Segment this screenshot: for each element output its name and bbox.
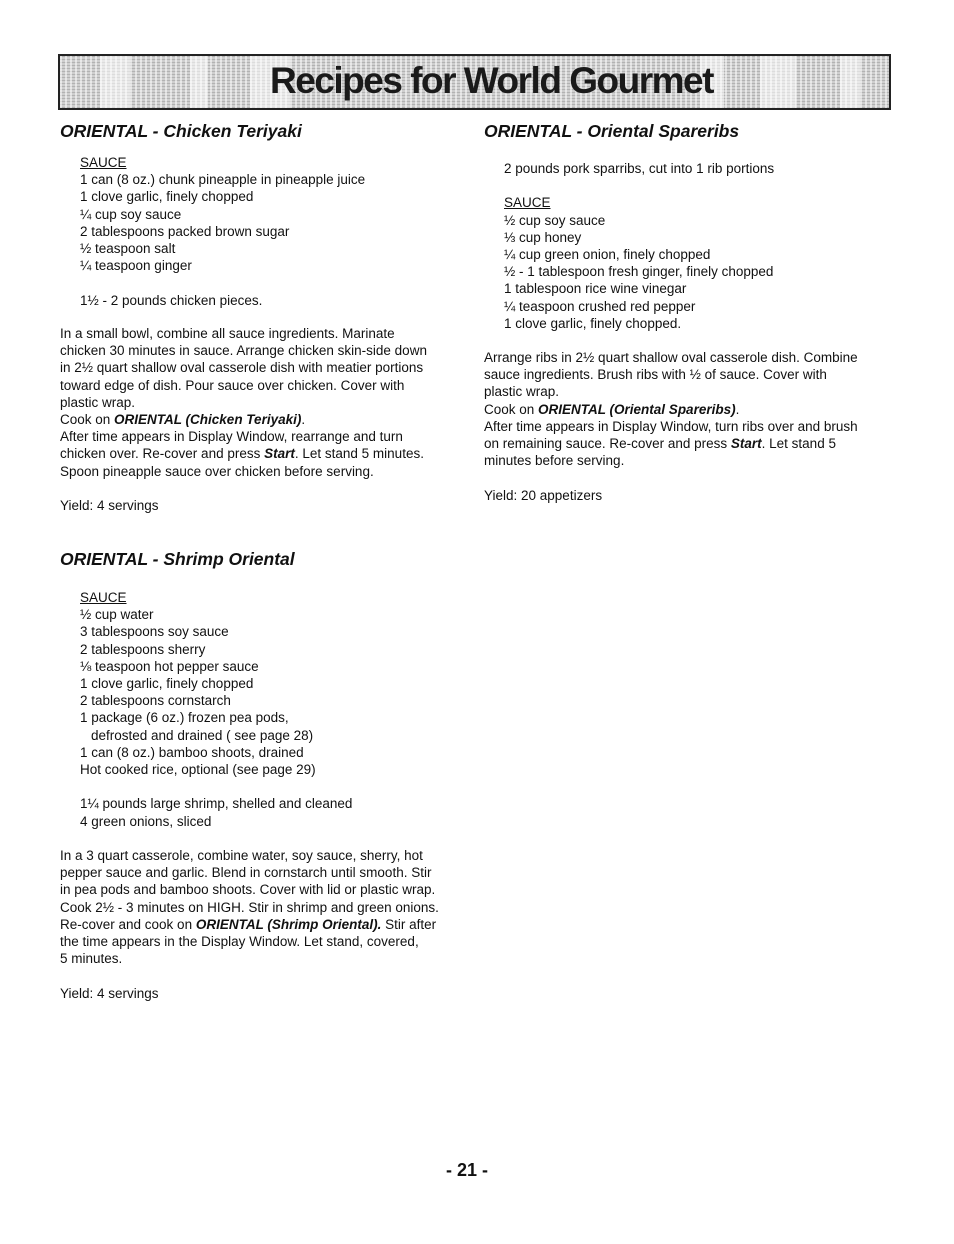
sauce-label: SAUCE	[504, 195, 551, 211]
ingredient: ⅛ teaspoon hot pepper sauce	[80, 658, 259, 674]
ingredient: 1 tablespoon rice wine vinegar	[504, 281, 687, 297]
ingredient: ½ teaspoon salt	[80, 241, 176, 257]
instruction-line: In a small bowl, combine all sauce ingredients. Marinate	[60, 326, 395, 341]
recipe-heading-teriyaki: ORIENTAL - Chicken Teriyaki	[60, 121, 302, 141]
instruction-text: on remaining sauce. Re-cover and press	[484, 436, 731, 452]
sauce-label: SAUCE	[80, 590, 127, 605]
ingredient: 1 clove garlic, finely chopped	[80, 189, 254, 205]
ingredient: 2 tablespoons packed brown sugar	[80, 223, 290, 239]
instruction-line: In a 3 quart casserole, combine water, soy sauce, sherry, hot	[60, 848, 423, 863]
instruction-line: chicken 30 minutes in sauce. Arrange chicken skin-side down	[60, 343, 427, 359]
cook-prefix: Re-cover and cook on	[60, 916, 196, 932]
ingredient: ½ cup soy sauce	[504, 212, 606, 228]
yield: Yield: 4 servings	[60, 498, 159, 514]
recipe-heading-spareribs: ORIENTAL - Oriental Spareribs	[484, 121, 740, 141]
instruction-line: sauce ingredients. Brush ribs with ½ of sauce. Cover with	[484, 367, 827, 383]
ingredient: ¼ cup soy sauce	[80, 206, 182, 222]
ingredient: 1 can (8 oz.) chunk pineapple in pineapple juice	[80, 172, 366, 188]
ingredient: 1 clove garlic, finely chopped.	[504, 315, 682, 331]
ingredient: ½ - 1 tablespoon fresh ginger, finely chopped	[504, 264, 774, 280]
cook-program: ORIENTAL (Shrimp Oriental).	[195, 916, 382, 932]
ingredient: 3 tablespoons soy sauce	[80, 624, 229, 640]
instruction-line: Arrange ribs in 2½ quart shallow oval casserole dish. Combine	[484, 350, 858, 365]
ingredient: ¼ cup green onion, finely chopped	[504, 247, 711, 262]
main-ingredient: 4 green onions, sliced	[80, 813, 212, 829]
cook-instruction	[60, 411, 427, 428]
ingredient: Hot cooked rice, optional (see page 29)	[80, 762, 316, 778]
teriyaki-instructions	[60, 325, 427, 514]
main-ingredient: 1½ - 2 pounds chicken pieces.	[80, 292, 263, 308]
cook-instruction	[484, 401, 858, 418]
cook-program: ORIENTAL (Chicken Teriyaki)	[114, 412, 302, 428]
yield: Yield: 4 servings	[60, 985, 159, 1001]
sauce-label: SAUCE	[80, 155, 127, 170]
instruction-line: 5 minutes.	[60, 951, 123, 967]
instruction-text: chicken over. Re-cover and press	[60, 446, 265, 462]
instruction-line: plastic wrap.	[60, 394, 136, 410]
instruction-line: Cook 2½ - 3 minutes on HIGH. Stir in shrimp and green onions.	[60, 899, 439, 915]
instruction-line: in pea pods and bamboo shoots. Cover with lid or plastic wrap.	[60, 882, 436, 898]
instruction-line	[484, 435, 858, 452]
ingredient: 1 package (6 oz.) frozen pea pods,	[80, 710, 289, 726]
shrimp-instructions	[60, 847, 439, 1002]
ingredient: ½ cup water	[80, 607, 154, 623]
teriyaki-sauce-list	[80, 154, 365, 309]
recipe-heading-shrimp: ORIENTAL - Shrimp Oriental	[60, 549, 295, 569]
title-banner	[58, 54, 891, 110]
cook-suffix: Stir after	[381, 916, 437, 932]
cook-program: ORIENTAL (Oriental Spareribs)	[538, 401, 736, 417]
instruction-text: . Let stand 5	[761, 436, 836, 452]
start-key-label: Start	[730, 436, 762, 452]
page-title: Recipes for World Gourmet	[270, 60, 713, 101]
cook-suffix: .	[735, 401, 740, 417]
ingredient: 1 clove garlic, finely chopped	[80, 676, 254, 692]
ingredient: ⅓ cup honey	[504, 229, 582, 245]
spareribs-ingredients	[504, 160, 774, 332]
page-number: - 21 -	[446, 1160, 489, 1180]
yield: Yield: 20 appetizers	[484, 487, 603, 503]
ingredient: ¼ teaspoon crushed red pepper	[504, 298, 696, 314]
spareribs-instructions	[484, 349, 858, 504]
main-ingredient: 1¼ pounds large shrimp, shelled and cleaned	[80, 796, 353, 812]
ingredient: 2 tablespoons cornstarch	[80, 693, 231, 709]
cook-prefix: Cook on	[484, 401, 539, 417]
instruction-line: After time appears in Display Window, turn ribs over and brush	[484, 418, 858, 434]
instruction-line	[60, 445, 427, 462]
instruction-line: Spoon pineapple sauce over chicken before serving.	[60, 463, 374, 479]
cook-prefix: Cook on	[60, 412, 115, 428]
cook-suffix: .	[301, 412, 306, 428]
main-ingredient: 2 pounds pork sparribs, cut into 1 rib portions	[504, 161, 775, 176]
shrimp-sauce-list	[80, 589, 352, 830]
instruction-line: the time appears in the Display Window. Let stand, covered,	[60, 934, 419, 950]
instruction-line: minutes before serving.	[484, 453, 625, 469]
ingredient: 2 tablespoons sherry	[80, 641, 206, 657]
start-key-label: Start	[264, 446, 295, 462]
ingredient: defrosted and drained ( see page 28)	[91, 727, 314, 743]
instruction-line: in 2½ quart shallow oval casserole dish with meatier portions	[60, 360, 424, 376]
instruction-line: plastic wrap.	[484, 384, 560, 400]
instruction-line: pepper sauce and garlic. Blend in cornstarch until smooth. Stir	[60, 865, 432, 881]
cook-instruction	[60, 916, 439, 933]
instruction-line: toward edge of dish. Pour sauce over chicken. Cover with	[60, 377, 405, 393]
instruction-text: . Let stand 5 minutes.	[294, 446, 424, 462]
ingredient: ¼ teaspoon ginger	[80, 258, 192, 274]
ingredient: 1 can (8 oz.) bamboo shoots, drained	[80, 744, 304, 760]
instruction-line: After time appears in Display Window, rearrange and turn	[60, 429, 403, 445]
